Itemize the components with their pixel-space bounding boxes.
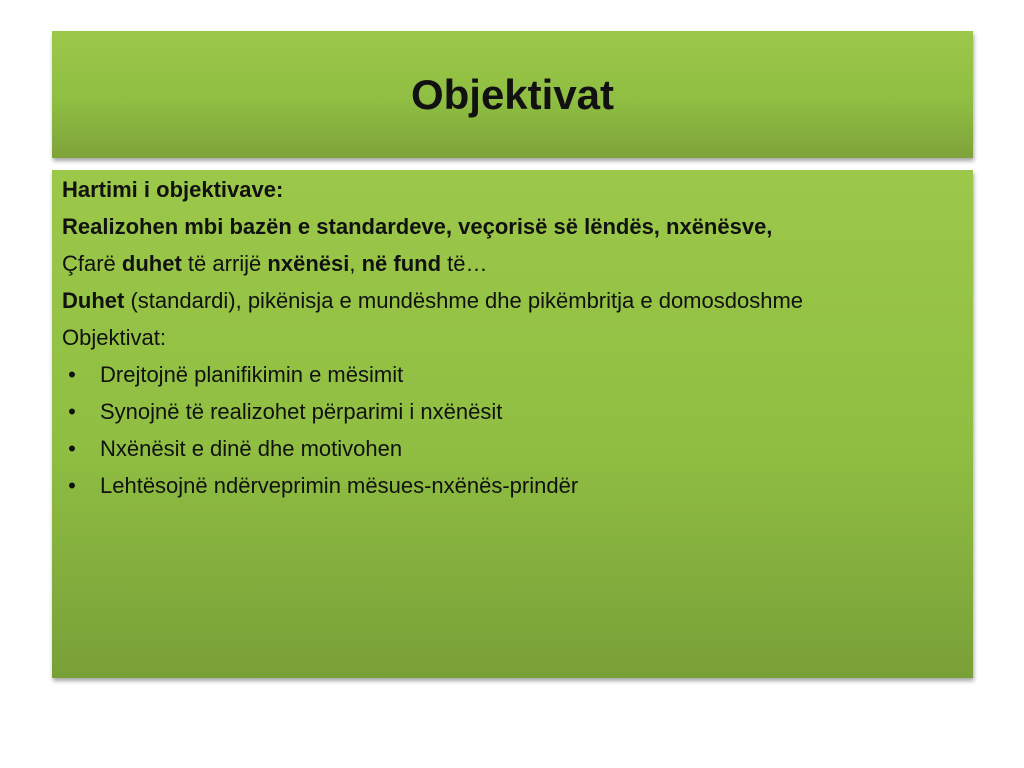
- objectives-list: [62, 361, 961, 500]
- question-part-7: të…: [441, 251, 488, 276]
- list-item-text: Nxënësit e dinë dhe motivohen: [100, 436, 403, 461]
- list-item: [62, 435, 961, 463]
- title-box: [52, 31, 973, 158]
- question-part-3: të arrijë: [181, 251, 268, 276]
- question-bold-duhet: duhet: [121, 251, 182, 276]
- list-item-text: Synojnë të realizohet përparimi i nxënësit: [100, 399, 503, 424]
- duhet-rest: (standardi), pikënisja e mundëshme dhe pikëmbritja e domosdoshme: [124, 288, 804, 313]
- bullet-icon: •: [68, 473, 76, 498]
- list-item: [62, 472, 961, 500]
- list-item-text: Drejtojnë planifikimin e mësimit: [100, 362, 404, 387]
- content-box: [52, 170, 973, 678]
- question-bold-ne-fund: në fund: [361, 251, 442, 276]
- heading-line: Hartimi i objektivave:: [62, 177, 284, 202]
- duhet-line: [62, 287, 961, 315]
- bullet-icon: •: [68, 436, 76, 461]
- duhet-bold: Duhet: [62, 288, 125, 313]
- question-line: [62, 250, 961, 278]
- question-part-1: Çfarë: [62, 251, 122, 276]
- question-part-5: ,: [349, 251, 362, 276]
- slide-title: Objektivat: [410, 70, 615, 118]
- bullet-icon: •: [68, 362, 76, 387]
- question-bold-nxenesi: nxënësi: [267, 251, 350, 276]
- list-item: [62, 398, 961, 426]
- basis-line: Realizohen mbi bazën e standardeve, veçorisë së lëndës, nxënësve,: [62, 214, 773, 239]
- list-item: [62, 361, 961, 389]
- list-item-text: Lehtësojnë ndërveprimin mësues-nxënës-prindër: [100, 473, 579, 498]
- objectives-label: Objektivat:: [62, 325, 166, 350]
- bullet-icon: •: [68, 399, 76, 424]
